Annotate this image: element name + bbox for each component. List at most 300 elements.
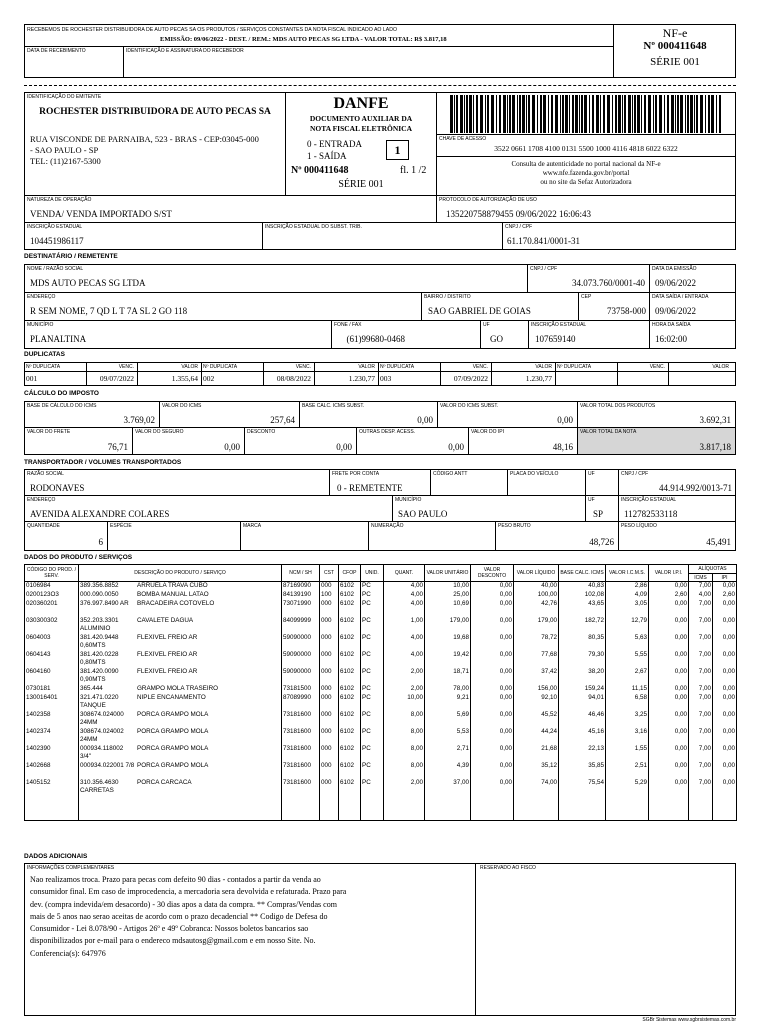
tr-municipio: SAO PAULO [398, 509, 448, 519]
cell-desc-text: FLEXIVEL FREIO AR [137, 650, 198, 658]
cell-desc-text: PORCA GRAMPO MOLA [137, 710, 209, 718]
icms: 257,64 [270, 415, 295, 425]
cell-ai: 7,00 [689, 728, 713, 745]
seguro-label: VALOR DO SEGURO [135, 429, 184, 435]
barcode-bar [612, 95, 613, 133]
cell-vl: 74,00 [514, 779, 559, 796]
transporte-section: TRANSPORTADOR / VOLUMES TRANSPORTADOS [24, 459, 182, 466]
cell-desc [79, 617, 282, 634]
cell-ncm: 73181500 [282, 685, 320, 694]
barcode-bar [596, 95, 599, 133]
dup-col-divider [137, 362, 138, 386]
chave-divider-1 [436, 134, 736, 135]
tr-razao: RODONAVES [30, 483, 85, 493]
cell-cod: 1402374 [25, 728, 79, 745]
barcode-bar [624, 95, 626, 133]
total-nota: 3.817,18 [699, 442, 731, 452]
tr-liquido-label: PESO LÍQUIDO [621, 523, 657, 529]
cell-desc [79, 779, 282, 796]
cell-cst: 000 [320, 634, 339, 651]
cell-vu: 18,71 [425, 668, 471, 685]
barcode-bar [476, 95, 478, 133]
cell-ncm: 73181600 [282, 779, 320, 796]
cell-ap: 2,60 [713, 591, 737, 600]
canhoto-emissao-line: EMISSÃO: 09/06/2022 - DEST. / REM.: MDS AUTO PECAS SG LTDA - VALOR TOTAL: R$ 3.817,18 [160, 36, 447, 43]
canhoto-numero: Nº 000411648 [643, 40, 707, 52]
info-line: consumidor final. Em caso de improcedencia, a mercadoria sera devolvida e refaturada. Prazo para [30, 887, 347, 897]
barcode-bar [705, 95, 706, 133]
cell-cst: 000 [320, 617, 339, 634]
barcode-bar [454, 95, 455, 133]
barcode-bar [473, 95, 474, 133]
cell-vu: 4,39 [425, 762, 471, 779]
dest-municipio: PLANALTINA [30, 334, 87, 344]
barcode-bar [522, 95, 525, 133]
cell-desc-text: GRAMPO MOLA TRASEIRO [137, 684, 219, 692]
cell-ap: 0,00 [713, 779, 737, 796]
canhoto-data-label: DATA DE RECEBIMENTO [27, 48, 86, 54]
dup-col-divider [440, 362, 441, 386]
dest-uf-label: UF [483, 322, 490, 328]
cell-cst: 000 [320, 711, 339, 728]
danfe-title: DANFE [333, 95, 389, 112]
dest-nome-label: NOME / RAZÃO SOCIAL [27, 266, 84, 272]
cell-desc-text: FLEXIVEL FREIO AR [137, 633, 198, 641]
cell-cst: 000 [320, 582, 339, 591]
cell-desc-text: PORCA CARCACA [137, 778, 192, 786]
danfe-tipo-box [386, 140, 409, 160]
dest-ie-label: INSCRIÇÃO ESTADUAL [531, 322, 587, 328]
cell-ref: 352.203.3301 ALUMINIO [80, 616, 119, 632]
cell-q: 4,00 [384, 582, 425, 591]
tr-end-label: ENDEREÇO [27, 497, 56, 503]
ipi: 48,16 [552, 442, 573, 452]
cell-ai: 7,00 [689, 582, 713, 591]
barcode-bar [480, 95, 483, 133]
cell-un: PC [361, 694, 384, 711]
info-line: dev. (compra indevida/em desacordo) - 30 dias apos a data da compra. ** Compras/Vendas com [30, 899, 337, 909]
cell-cfop: 6102 [339, 728, 361, 745]
cell-vi: 3,16 [606, 728, 649, 745]
chave-label: CHAVE DE ACESSO [439, 136, 487, 142]
cell-vu: 10,69 [425, 600, 471, 617]
barcode-bar [579, 95, 580, 133]
tr-uf-label: UF [588, 471, 595, 477]
tr-marca-label: MARCA [243, 523, 262, 529]
cell-ap: 0,00 [713, 600, 737, 617]
cell-desc [79, 728, 282, 745]
dest-hora-label: HORA DA SAÍDA [652, 322, 691, 328]
cell-vd: 0,00 [471, 745, 514, 762]
cell-ncm: 73181600 [282, 711, 320, 728]
cell-vd: 0,00 [471, 591, 514, 600]
danfe-serie: SÉRIE 001 [338, 179, 384, 190]
barcode-bar [512, 95, 515, 133]
table-row [25, 668, 737, 685]
cell-cod: 030300302 [25, 617, 79, 634]
chave-consulta1: Consulta de autenticidade no portal nacional da NF-e [511, 160, 661, 168]
cell-vi: 2,67 [606, 668, 649, 685]
cell-vi: 3,25 [606, 711, 649, 728]
barcode-bar [603, 95, 605, 133]
cell-ai: 7,00 [689, 634, 713, 651]
barcode-bar [677, 95, 679, 133]
cell-vd: 0,00 [471, 728, 514, 745]
bc-st: 0,00 [417, 415, 433, 425]
barcode-bar [589, 95, 590, 133]
dup-col-divider [617, 362, 618, 386]
cell-vp: 0,00 [649, 582, 689, 591]
dup-col-divider [86, 362, 87, 386]
cell-q: 4,00 [384, 600, 425, 617]
desconto-label: DESCONTO [247, 429, 276, 435]
cell-ref: 321.471.0220 TANQUE [80, 693, 119, 709]
table-row [25, 634, 737, 651]
chave-value: 3522 0661 1708 4100 0131 5500 1000 4116 4818 6022 6322 [494, 144, 678, 153]
tr-frete-label: FRETE POR CONTA [332, 471, 380, 477]
canhoto-divider-v2 [123, 46, 124, 78]
cell-empty [282, 796, 320, 821]
dest-cep-label: CEP [581, 294, 592, 300]
emitente-tel: TEL: (11)2167-5300 [30, 156, 101, 166]
cell-vu: 179,00 [425, 617, 471, 634]
tr-num-label: NUMERAÇÃO [371, 523, 404, 529]
barcode-bar [464, 95, 465, 133]
dest-hora: 16:02:00 [655, 334, 688, 344]
tr-cnpj: 44.914.992/0013-71 [659, 483, 732, 493]
cell-ai: 7,00 [689, 685, 713, 694]
cell-cod: 1405152 [25, 779, 79, 796]
cell-ap: 0,00 [713, 651, 737, 668]
tr-liquido: 45,491 [706, 537, 731, 547]
dup-header: VENC. [472, 364, 488, 370]
table-row [25, 762, 737, 779]
cell-ncm: 59090000 [282, 634, 320, 651]
cell-ai: 7,00 [689, 762, 713, 779]
cell-vp: 0,00 [649, 762, 689, 779]
seguro: 0,00 [224, 442, 240, 452]
cell-cfop: 6102 [339, 762, 361, 779]
tr-razao-label: RAZÃO SOCIAL [27, 471, 64, 477]
info-label: INFORMAÇÕES COMPLEMENTARES [27, 865, 115, 871]
bc-icms: 3.769,02 [123, 415, 155, 425]
dup-header: Nº DUPLICATA [380, 364, 415, 370]
cell-vd: 0,00 [471, 711, 514, 728]
barcode-bar [487, 95, 489, 133]
cell-q: 1,00 [384, 617, 425, 634]
cell-vi: 2,51 [606, 762, 649, 779]
chave-divider-2 [436, 156, 736, 157]
barcode-bar [690, 95, 693, 133]
cell-cod: 0200123O3 [25, 591, 79, 600]
dest-end-label: ENDEREÇO [27, 294, 56, 300]
cell-empty [339, 796, 361, 821]
ie-label: INSCRIÇÃO ESTADUAL [27, 224, 83, 230]
cell-bc: 38,20 [559, 668, 606, 685]
cell-cst: 000 [320, 779, 339, 796]
cell-cfop: 6102 [339, 685, 361, 694]
cell-desc [79, 685, 282, 694]
cell-ref: 365.444 [80, 684, 103, 692]
iest-label: INSCRIÇÃO ESTADUAL DO SUBST. TRIB. [265, 224, 362, 230]
cell-desc-text: PORCA GRAMPO MOLA [137, 727, 209, 735]
frete-label: VALOR DO FRETE [27, 429, 71, 435]
cell-cst: 000 [320, 728, 339, 745]
cell-ref: 000934.022001 7/8 [80, 761, 135, 769]
cell-cod: 0106984 [25, 582, 79, 591]
footer: SGBr Sistemas www.sgbrsistemas.com.br [642, 1017, 736, 1023]
fisco-box [475, 863, 736, 1016]
barcode [450, 95, 724, 133]
destinatario-section: DESTINATÁRIO / REMETENTE [24, 253, 118, 260]
cell-un: PC [361, 634, 384, 651]
cell-bc: 159,24 [559, 685, 606, 694]
cell-ai: 7,00 [689, 617, 713, 634]
cell-desc-text: BRACADEIRA COTOVELO [137, 599, 215, 607]
tr-bruto-label: PESO BRUTO [498, 523, 531, 529]
cell-un: PC [361, 617, 384, 634]
cell-cfop: 6102 [339, 779, 361, 796]
cell-empty [713, 796, 737, 821]
cell-vi: 6,58 [606, 694, 649, 711]
barcode-bar [622, 95, 623, 133]
cell-cfop: 6102 [339, 711, 361, 728]
cell-desc [79, 711, 282, 728]
barcode-bar [644, 95, 646, 133]
tr-antt-label: CÓDIGO ANTT [433, 471, 468, 477]
cell-un: PC [361, 762, 384, 779]
barcode-bar [667, 95, 669, 133]
dest-cnpj-label: CNPJ / CPF [530, 266, 558, 272]
table-row [25, 651, 737, 668]
cell-desc [79, 600, 282, 617]
dup-header: Nº DUPLICATA [26, 364, 61, 370]
barcode-bar [485, 95, 486, 133]
th-vliq: VALOR LÍQUIDO [514, 565, 559, 582]
cell-cod: 0604003 [25, 634, 79, 651]
cell-desc-text: FLEXIVEL FREIO AR [137, 667, 198, 675]
cell-cfop: 6102 [339, 582, 361, 591]
dup-col-divider [491, 362, 492, 386]
canhoto-recebemos: RECEBEMOS DE ROCHESTER DISTRIBUIDORA DE AUTO PECAS SA OS PRODUTOS / SERVIÇOS CONSTANTES DA NOTA FISCAL INDICADO AO LADO [27, 27, 398, 33]
cell-ai: 7,00 [689, 711, 713, 728]
imposto-section: CÁLCULO DO IMPOSTO [24, 390, 99, 397]
cell-vi: 5,63 [606, 634, 649, 651]
dest-cnpj: 34.073.760/0001-40 [572, 278, 645, 288]
adicionais-section: DADOS ADICIONAIS [24, 853, 88, 860]
info-line: disponibilizados por e-mail para o endereco mdsautosg@gmail.com e em nosso Site. No. [30, 936, 316, 946]
cell-ref: 308674.024000 24MM [80, 710, 124, 726]
cell-ai: 7,00 [689, 694, 713, 711]
emitente-address2: - SAO PAULO - SP [30, 145, 99, 155]
cell-un: PC [361, 651, 384, 668]
barcode-bar [460, 95, 463, 133]
cell-ref: 308674.024002 24MM [80, 727, 124, 743]
barcode-bar [537, 95, 538, 133]
cell-cfop: 6102 [339, 694, 361, 711]
cell-bc: 79,30 [559, 651, 606, 668]
table-row [25, 694, 737, 711]
cell-cfop: 6102 [339, 600, 361, 617]
cell-cst: 000 [320, 762, 339, 779]
danfe-numero: Nº 000411648 [291, 165, 349, 176]
tr-qtd: 6 [98, 537, 103, 547]
emitente-address1: RUA VISCONDE DE PARNAIBA, 523 - BRAS - CEP:03045-000 [30, 134, 259, 144]
barcode-bar [466, 95, 468, 133]
cell-vp: 0,00 [649, 651, 689, 668]
th-cfop: CFOP [339, 565, 361, 582]
info-line: Nao realizamos troca. Prazo para pecas com defeito 90 dias - contados a partir da venda ao [30, 875, 321, 884]
tr-ie: 112782533118 [624, 509, 678, 519]
cell-vu: 9,21 [425, 694, 471, 711]
danfe-folha: fl. 1 /2 [400, 165, 427, 176]
dup-value: 1.230,77 [348, 374, 375, 383]
cell-vu: 5,53 [425, 728, 471, 745]
cell-bc: 35,85 [559, 762, 606, 779]
cell-cst: 000 [320, 685, 339, 694]
protocolo-value: 135220758879455 09/06/2022 16:06:43 [446, 209, 592, 219]
dup-value: 1.355,64 [171, 374, 198, 383]
th-cst: CST [320, 565, 339, 582]
cell-vd: 0,00 [471, 600, 514, 617]
icms-st: 0,00 [557, 415, 573, 425]
cell-empty [649, 796, 689, 821]
barcode-bar [659, 95, 662, 133]
cell-cod: 130016401 [25, 694, 79, 711]
cell-vd: 0,00 [471, 685, 514, 694]
barcode-bar [685, 95, 686, 133]
dup-header: VALOR [535, 364, 552, 370]
barcode-bar [517, 95, 518, 133]
total-prod-label: VALOR TOTAL DOS PRODUTOS [580, 403, 656, 409]
cell-ap: 0,00 [713, 634, 737, 651]
cell-cst: 000 [320, 694, 339, 711]
barcode-bar [607, 95, 610, 133]
cell-cfop: 6102 [339, 745, 361, 762]
canhoto-ident-label: IDENTIFICAÇÃO E ASSINATURA DO RECEBEDOR [126, 48, 244, 54]
protocolo-label: PROTOCOLO DE AUTORIZAÇÃO DE USO [439, 197, 537, 203]
cell-vp: 0,00 [649, 728, 689, 745]
dup-header: VENC. [649, 364, 665, 370]
dup-col-divider [555, 362, 556, 386]
cell-cfop: 6102 [339, 617, 361, 634]
barcode-bar [655, 95, 657, 133]
barcode-bar [592, 95, 594, 133]
barcode-bar [671, 95, 674, 133]
barcode-bar [708, 95, 710, 133]
cell-ncm: 87089990 [282, 694, 320, 711]
cell-desc [79, 745, 282, 762]
info-line: mais de 5 anos nao serao aceitas de acordo com o prazo decadencial ** Codigo de Defesa do [30, 911, 328, 921]
cell-cod: 0604160 [25, 668, 79, 685]
table-row [25, 582, 737, 591]
cell-vu: 10,00 [425, 582, 471, 591]
duplicatas-divider [24, 371, 736, 372]
bc-st-label: BASE CALC. ICMS SUBST. [302, 403, 365, 409]
cell-vl: 42,76 [514, 600, 559, 617]
cell-empty [559, 796, 606, 821]
tr-uf2-label: UF [588, 497, 595, 503]
cnpj-emit-label: CNPJ / CPF [505, 224, 533, 230]
icms-label: VALOR DO ICMS [162, 403, 202, 409]
barcode-bar [675, 95, 676, 133]
danfe-saida: 1 - SAÍDA [307, 151, 347, 161]
barcode-bar [632, 95, 633, 133]
barcode-bar [575, 95, 578, 133]
cell-vp: 0,00 [649, 668, 689, 685]
cell-desc [79, 694, 282, 711]
dup-value: 001 [26, 374, 38, 383]
cell-ref: 376.997.8490 AR [80, 599, 129, 607]
cell-ncm: 73181600 [282, 728, 320, 745]
barcode-bar [687, 95, 689, 133]
cell-un: PC [361, 779, 384, 796]
table-row [25, 728, 737, 745]
cell-vl: 78,72 [514, 634, 559, 651]
cell-vd: 0,00 [471, 651, 514, 668]
dest-nome: MDS AUTO PECAS SG LTDA [30, 278, 146, 288]
cell-ncm: 73071990 [282, 600, 320, 617]
barcode-bar [719, 95, 721, 133]
cell-cod: 1402390 [25, 745, 79, 762]
info-line: Consumidor - Lei 8.078/90 - Artigos 26º e 49º Cobranca: Nossos boletos bancarios sao [30, 924, 309, 934]
barcode-bar [543, 95, 546, 133]
th-cod: CÓDIGO DO PROD. / SERV. [25, 565, 79, 582]
canhoto-nfe: NF-e [662, 26, 688, 40]
produtos-table [24, 564, 737, 821]
cell-ai: 7,00 [689, 651, 713, 668]
cell-ncm: 87169090 [282, 582, 320, 591]
cell-un: PC [361, 728, 384, 745]
dup-col-divider [378, 362, 379, 386]
cell-cst: 100 [320, 591, 339, 600]
th-vdesc: VALOR DESCONTO [471, 565, 514, 582]
cell-ncm: 59090000 [282, 651, 320, 668]
table-row [25, 591, 737, 600]
cell-q: 8,00 [384, 728, 425, 745]
cell-vd: 0,00 [471, 634, 514, 651]
cell-ap: 0,00 [713, 711, 737, 728]
barcode-bar [560, 95, 561, 133]
dup-header: VENC. [295, 364, 311, 370]
dup-value: 002 [203, 374, 215, 383]
cell-empty [320, 796, 339, 821]
cell-cfop: 6102 [339, 591, 361, 600]
info-line: Conferencia(s): 647976 [30, 948, 106, 958]
cell-empty [79, 796, 282, 821]
barcode-bar [491, 95, 494, 133]
cell-cod: 1402358 [25, 711, 79, 728]
cell-empty [606, 796, 649, 821]
barcode-bar [551, 95, 553, 133]
cell-vl: 100,00 [514, 591, 559, 600]
dup-value: 07/09/2022 [453, 374, 488, 383]
barcode-bar [618, 95, 621, 133]
barcode-bar [680, 95, 683, 133]
cell-un: PC [361, 685, 384, 694]
cell-un: PC [361, 745, 384, 762]
dest-bairro-label: BAIRRO / DISTRITO [424, 294, 471, 300]
cell-empty [384, 796, 425, 821]
ipi-label: VALOR DO IPI [471, 429, 504, 435]
barcode-bar [450, 95, 453, 133]
dup-header: VALOR [358, 364, 375, 370]
dest-ie: 107659140 [535, 334, 576, 344]
cell-empty [514, 796, 559, 821]
table-spacer [25, 796, 737, 821]
cell-vu: 19,42 [425, 651, 471, 668]
cell-desc [79, 591, 282, 600]
